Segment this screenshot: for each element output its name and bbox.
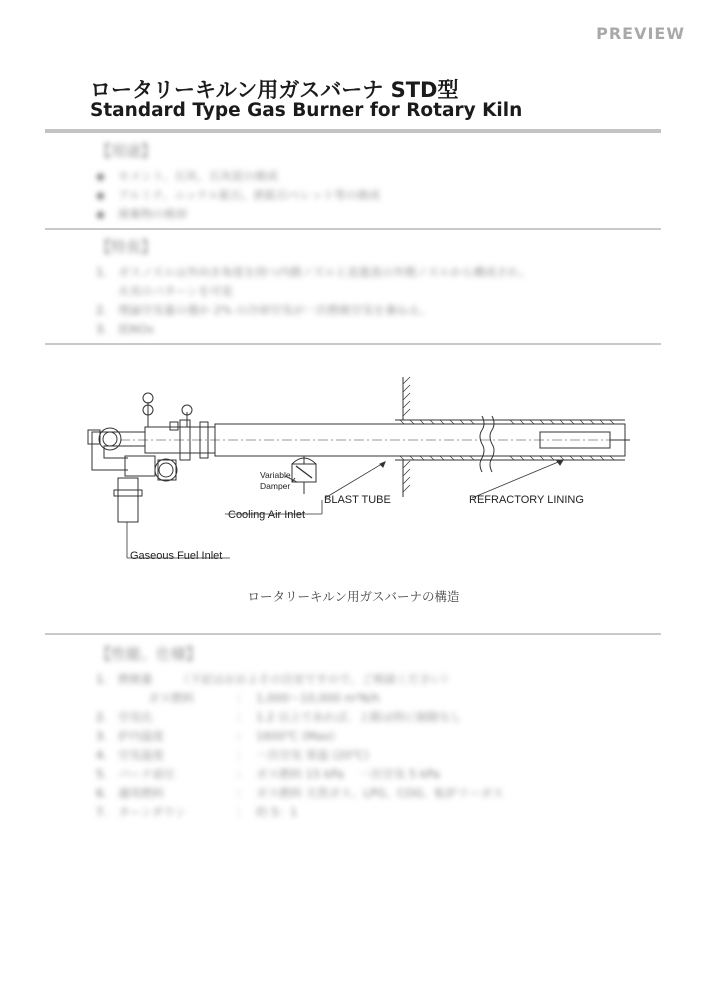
list-item: ◆ セメント、石灰、石灰泥の焼成 xyxy=(96,167,656,186)
section-divider xyxy=(45,228,661,230)
blast-tube xyxy=(215,424,625,456)
features-section xyxy=(96,236,656,339)
applications-section xyxy=(96,140,656,224)
wall-hatching xyxy=(403,377,410,492)
gaseous-fuel-inlet-label: Gaseous Fuel Inlet xyxy=(130,550,223,562)
specs-heading: 【性能、仕様】 xyxy=(96,645,202,663)
page-title-english: Standard Type Gas Burner for Rotary Kiln xyxy=(90,100,523,121)
list-item: 1. ガスノズルは外向き角度を持つ内側ノズルと直進流の外側ノズルから構成され、 xyxy=(96,265,532,279)
spec-row: 3. 炉内温度 ： 1600℃ (Max) xyxy=(96,729,335,743)
specs-section xyxy=(96,643,656,822)
spec-row: 1. 燃焼量 （下記はおおよその目安ですので、ご相談ください） xyxy=(96,672,454,686)
section-divider xyxy=(45,343,661,345)
valve-handle xyxy=(143,393,153,403)
cooling-air-inlet-pipe xyxy=(292,464,316,482)
list-item-continuation: 火炎のパターンを可変 xyxy=(118,284,233,298)
bullet-icon: ◆ xyxy=(96,207,105,221)
variable-label: Variable xyxy=(260,470,291,480)
list-item: 2. 理論空気量の僅か 2% の冷却空気が一次燃焼空気を兼ねる。 xyxy=(96,303,432,317)
blast-tube-label: BLAST TUBE xyxy=(324,494,391,506)
applications-heading: 【用途】 xyxy=(96,142,157,160)
burner-structure-diagram xyxy=(70,372,650,572)
cooling-air-inlet-label: Cooling Air Inlet xyxy=(228,509,306,521)
flange xyxy=(99,428,121,450)
bullet-icon: ◆ xyxy=(96,188,105,202)
features-heading: 【特長】 xyxy=(96,238,157,256)
spec-row: 4. 空気温度 ： 一次空気 常温 (20℃) xyxy=(96,748,369,762)
preview-watermark: PREVIEW xyxy=(596,24,685,43)
list-item: ◆ アルミナ、ニッケル鉱石、鉄鉱石ペレット等の焼成 xyxy=(96,186,656,205)
spec-row: 5. バーナ前圧 ： ガス燃料 15 kPa 一次空気 5 kPa xyxy=(96,767,440,781)
list-item: 3. 低NOx xyxy=(96,322,154,336)
diagram-caption: ロータリーキルン用ガスバーナの構造 xyxy=(247,589,460,604)
page-title-japanese: ロータリーキルン用ガスバーナ STD型 xyxy=(90,78,459,102)
damper-label: Damper xyxy=(260,481,291,491)
section-divider xyxy=(45,633,661,635)
list-item: ◆ 廃棄物の焼却 xyxy=(96,205,656,224)
spec-row: 2. 空気比 ： 1.2 以上であれば、上限は特に制限なし xyxy=(96,710,462,724)
title-divider xyxy=(45,129,661,133)
fuel-inlet-pipe xyxy=(118,478,138,522)
refractory-lining-label: REFRACTORY LINING xyxy=(469,494,584,506)
spec-row: 7. ターンダウン ： 約 5：1 xyxy=(96,805,298,819)
spec-row: 6. 適用燃料 ： ガス燃料 天然ガス、LPG、COG、転炉リーガス xyxy=(96,786,504,800)
spec-row: ガス燃料 ： 1,000～10,000 m³N/h xyxy=(148,691,380,705)
bullet-icon: ◆ xyxy=(96,169,105,183)
